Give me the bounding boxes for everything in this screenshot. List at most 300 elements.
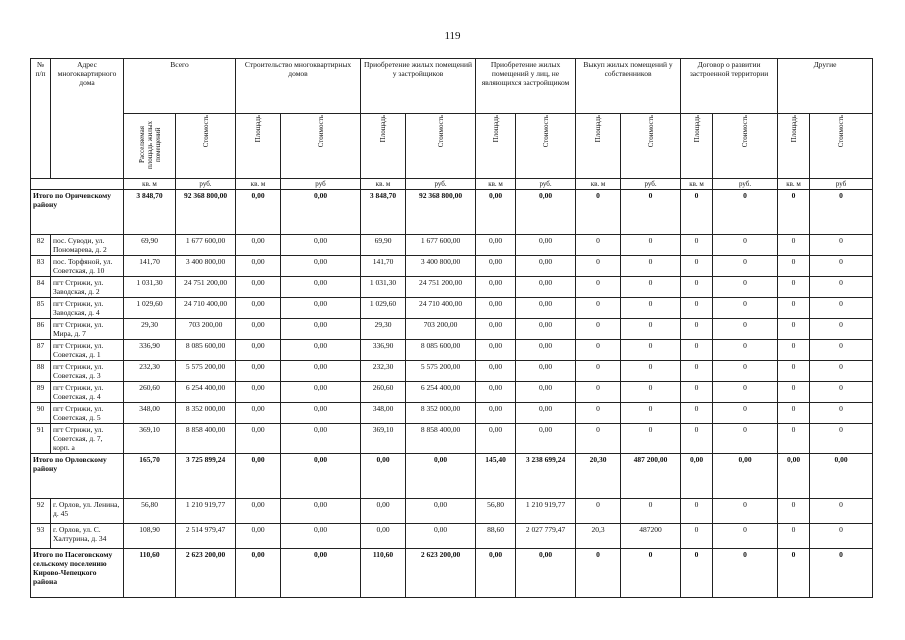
value-cell: 1 677 600,00 <box>176 235 236 256</box>
table-row <box>31 499 873 524</box>
value-cell: 0,00 <box>476 298 516 319</box>
subheader-label: Площадь <box>789 115 798 143</box>
unit-cell: руб. <box>621 179 681 190</box>
value-cell: 0 <box>681 298 713 319</box>
value-cell: 0,00 <box>236 256 281 277</box>
value-cell: 6 254 400,00 <box>406 382 476 403</box>
value-cell: 0,00 <box>281 403 361 424</box>
value-cell: 0,00 <box>476 549 516 598</box>
value-cell: 0 <box>621 277 681 298</box>
subheader-label: Стоимость <box>201 115 210 148</box>
value-cell: 0 <box>621 499 681 524</box>
value-cell: 145,40 <box>476 454 516 499</box>
value-cell: 0,00 <box>281 499 361 524</box>
value-cell: 0,00 <box>476 256 516 277</box>
page-number: 119 <box>444 30 461 42</box>
row-address: пгт Стрижи, ул. Советская, д. 3 <box>51 361 124 382</box>
value-cell: 20,30 <box>576 454 621 499</box>
subheader-cell <box>576 114 621 179</box>
value-cell: 0,00 <box>281 340 361 361</box>
table-row <box>31 277 873 298</box>
value-cell: 1 210 919,77 <box>516 499 576 524</box>
subheader-cell <box>406 114 476 179</box>
value-cell: 0 <box>810 298 873 319</box>
total-name: Итого по Пасеговскому сельскому поселению Кирово-Чепецкого района <box>31 549 124 598</box>
value-cell: 0 <box>681 549 713 598</box>
value-cell: 92 368 800,00 <box>406 190 476 235</box>
value-cell: 8 352 000,00 <box>176 403 236 424</box>
value-cell: 0 <box>621 298 681 319</box>
row-address: пгт Стрижи, ул. Советская, д. 4 <box>51 382 124 403</box>
subheader-cell <box>778 114 810 179</box>
value-cell: 0 <box>713 340 778 361</box>
resettlement-table <box>30 58 873 598</box>
unit-cell: руб <box>810 179 873 190</box>
value-cell: 0 <box>576 424 621 454</box>
value-cell: 3 238 699,24 <box>516 454 576 499</box>
value-cell: 0 <box>810 361 873 382</box>
value-cell: 0,00 <box>516 298 576 319</box>
row-number: 85 <box>31 298 51 319</box>
value-cell: 348,00 <box>124 403 176 424</box>
value-cell: 3 400 800,00 <box>176 256 236 277</box>
value-cell: 0,00 <box>476 319 516 340</box>
subheader-row <box>31 114 873 179</box>
value-cell: 0 <box>681 190 713 235</box>
unit-cell: кв. м <box>361 179 406 190</box>
value-cell: 0 <box>810 424 873 454</box>
value-cell: 0 <box>681 524 713 549</box>
subheader-cell <box>681 114 713 179</box>
unit-cell: руб. <box>406 179 476 190</box>
row-number: 82 <box>31 235 51 256</box>
value-cell: 56,80 <box>476 499 516 524</box>
value-cell: 1 031,30 <box>124 277 176 298</box>
value-cell: 0,00 <box>516 319 576 340</box>
unit-cell: кв. м <box>124 179 176 190</box>
value-cell: 0,00 <box>361 454 406 499</box>
row-number: 92 <box>31 499 51 524</box>
value-cell: 24 710 400,00 <box>176 298 236 319</box>
value-cell: 0 <box>621 235 681 256</box>
value-cell: 2 027 779,47 <box>516 524 576 549</box>
header-row <box>31 59 873 114</box>
value-cell: 0 <box>713 235 778 256</box>
table-row <box>31 524 873 549</box>
value-cell: 88,60 <box>476 524 516 549</box>
value-cell: 0,00 <box>476 190 516 235</box>
value-cell: 0 <box>621 190 681 235</box>
row-number: 83 <box>31 256 51 277</box>
value-cell: 0,00 <box>236 298 281 319</box>
value-cell: 24 751 200,00 <box>406 277 476 298</box>
value-cell: 0,00 <box>516 340 576 361</box>
value-cell: 8 352 000,00 <box>406 403 476 424</box>
subheader-cell <box>236 114 281 179</box>
value-cell: 703 200,00 <box>406 319 476 340</box>
value-cell: 0,00 <box>516 256 576 277</box>
row-number: 88 <box>31 361 51 382</box>
value-cell: 0 <box>576 499 621 524</box>
units-row <box>31 179 873 190</box>
table-row <box>31 319 873 340</box>
subheader-cell <box>810 114 873 179</box>
value-cell: 0,00 <box>236 190 281 235</box>
value-cell: 0,00 <box>516 190 576 235</box>
table-row <box>31 298 873 319</box>
table-row <box>31 382 873 403</box>
subheader-cell <box>476 114 516 179</box>
value-cell: 369,10 <box>124 424 176 454</box>
value-cell: 0 <box>778 549 810 598</box>
table-row <box>31 403 873 424</box>
value-cell: 0,00 <box>516 235 576 256</box>
value-cell: 110,60 <box>361 549 406 598</box>
value-cell: 0,00 <box>281 256 361 277</box>
value-cell: 0 <box>621 319 681 340</box>
value-cell: 141,70 <box>361 256 406 277</box>
value-cell: 24 710 400,00 <box>406 298 476 319</box>
value-cell: 0 <box>621 549 681 598</box>
value-cell: 0,00 <box>236 549 281 598</box>
value-cell: 0 <box>713 499 778 524</box>
value-cell: 0,00 <box>406 499 476 524</box>
header-group-buyout: Выкуп жилых помещений у собственников <box>576 59 681 114</box>
table-total-row <box>31 454 873 499</box>
value-cell: 0,00 <box>361 524 406 549</box>
table-row <box>31 235 873 256</box>
value-cell: 0 <box>778 424 810 454</box>
value-cell: 0,00 <box>516 403 576 424</box>
value-cell: 0 <box>576 340 621 361</box>
value-cell: 0,00 <box>361 499 406 524</box>
value-cell: 0 <box>576 403 621 424</box>
value-cell: 3 848,70 <box>361 190 406 235</box>
value-cell: 1 677 600,00 <box>406 235 476 256</box>
value-cell: 0 <box>778 524 810 549</box>
value-cell: 0 <box>576 190 621 235</box>
value-cell: 0,00 <box>476 382 516 403</box>
value-cell: 0 <box>713 524 778 549</box>
value-cell: 0,00 <box>281 235 361 256</box>
table-row <box>31 340 873 361</box>
subheader-cell <box>124 114 176 179</box>
value-cell: 0 <box>810 277 873 298</box>
value-cell: 0 <box>713 382 778 403</box>
value-cell: 0 <box>778 319 810 340</box>
value-cell: 69,90 <box>361 235 406 256</box>
value-cell: 260,60 <box>361 382 406 403</box>
value-cell: 0,00 <box>236 235 281 256</box>
subheader-label: Площадь <box>692 115 701 143</box>
value-cell: 0,00 <box>516 382 576 403</box>
unit-cell: руб. <box>713 179 778 190</box>
header-group-purchase-developers: Приобретение жилых помещений у застройщиков <box>361 59 476 114</box>
value-cell: 0,00 <box>516 277 576 298</box>
value-cell: 24 751 200,00 <box>176 277 236 298</box>
value-cell: 0,00 <box>281 298 361 319</box>
value-cell: 0 <box>778 382 810 403</box>
value-cell: 0 <box>713 277 778 298</box>
value-cell: 0,00 <box>281 277 361 298</box>
value-cell: 0 <box>681 277 713 298</box>
subheader-label: Стоимость <box>541 115 550 148</box>
value-cell: 0,00 <box>236 424 281 454</box>
value-cell: 0 <box>778 190 810 235</box>
value-cell: 0,00 <box>516 549 576 598</box>
value-cell: 0,00 <box>476 403 516 424</box>
value-cell: 0 <box>576 382 621 403</box>
value-cell: 2 623 200,00 <box>176 549 236 598</box>
value-cell: 0 <box>681 340 713 361</box>
value-cell: 0 <box>810 524 873 549</box>
value-cell: 110,60 <box>124 549 176 598</box>
value-cell: 0 <box>713 319 778 340</box>
subheader-label: Стоимость <box>436 115 445 148</box>
units-blank <box>31 179 124 190</box>
value-cell: 6 254 400,00 <box>176 382 236 403</box>
row-address: пос. Торфяной, ул. Советская, д. 10 <box>51 256 124 277</box>
header-group-other: Другие <box>778 59 873 114</box>
row-number: 86 <box>31 319 51 340</box>
subheader-label: Площадь <box>379 115 387 143</box>
value-cell: 0,00 <box>236 319 281 340</box>
value-cell: 0 <box>810 499 873 524</box>
row-address: г. Орлов, ул. С. Халтурина, д. 34 <box>51 524 124 549</box>
row-address: г. Орлов, ул. Ленина, д. 45 <box>51 499 124 524</box>
value-cell: 3 400 800,00 <box>406 256 476 277</box>
value-cell: 0 <box>681 361 713 382</box>
value-cell: 0 <box>713 361 778 382</box>
unit-cell: руб. <box>516 179 576 190</box>
value-cell: 0 <box>621 403 681 424</box>
value-cell: 0 <box>713 549 778 598</box>
value-cell: 336,90 <box>361 340 406 361</box>
value-cell: 3 725 899,24 <box>176 454 236 499</box>
value-cell: 0 <box>778 298 810 319</box>
row-address: пгт Стрижи, ул. Заводская, д. 4 <box>51 298 124 319</box>
table-total-row <box>31 549 873 598</box>
value-cell: 0,00 <box>476 277 516 298</box>
value-cell: 0 <box>713 403 778 424</box>
value-cell: 369,10 <box>361 424 406 454</box>
row-address: пгт Стрижи, ул. Заводская, д. 2 <box>51 277 124 298</box>
value-cell: 92 368 800,00 <box>176 190 236 235</box>
value-cell: 0 <box>810 340 873 361</box>
unit-cell: кв. м <box>681 179 713 190</box>
value-cell: 0 <box>810 235 873 256</box>
value-cell: 487 200,00 <box>621 454 681 499</box>
value-cell: 487200 <box>621 524 681 549</box>
value-cell: 0 <box>810 256 873 277</box>
unit-cell: кв. м <box>778 179 810 190</box>
value-cell: 0,00 <box>476 424 516 454</box>
unit-cell: кв. м <box>236 179 281 190</box>
subheader-cell <box>516 114 576 179</box>
row-number: 84 <box>31 277 51 298</box>
subheader-cell <box>176 114 236 179</box>
subheader-label: Стоимость <box>646 115 655 148</box>
value-cell: 0,00 <box>476 361 516 382</box>
unit-cell: кв. м <box>576 179 621 190</box>
value-cell: 0,00 <box>476 340 516 361</box>
value-cell: 0,00 <box>236 524 281 549</box>
value-cell: 29,30 <box>361 319 406 340</box>
value-cell: 0,00 <box>236 403 281 424</box>
value-cell: 0 <box>621 424 681 454</box>
value-cell: 0 <box>713 298 778 319</box>
value-cell: 0,00 <box>281 524 361 549</box>
value-cell: 0 <box>576 235 621 256</box>
row-address: пос. Суводи, ул. Пономарева, д. 2 <box>51 235 124 256</box>
value-cell: 0,00 <box>281 190 361 235</box>
table-row <box>31 361 873 382</box>
row-address: пгт Стрижи, ул. Советская, д. 7, корп. а <box>51 424 124 454</box>
value-cell: 0,00 <box>281 361 361 382</box>
unit-cell: руб. <box>176 179 236 190</box>
subheader-label: Стоимость <box>837 115 846 148</box>
value-cell: 8 858 400,00 <box>176 424 236 454</box>
value-cell: 0 <box>681 499 713 524</box>
unit-cell: руб <box>281 179 361 190</box>
value-cell: 0,00 <box>810 454 873 499</box>
value-cell: 0 <box>681 424 713 454</box>
row-address: пгт Стрижи, ул. Советская, д. 1 <box>51 340 124 361</box>
header-group-total: Всего <box>124 59 236 114</box>
value-cell: 8 085 600,00 <box>176 340 236 361</box>
value-cell: 5 575 200,00 <box>176 361 236 382</box>
total-name: Итого по Орловскому району <box>31 454 124 499</box>
value-cell: 0 <box>713 190 778 235</box>
row-number: 91 <box>31 424 51 454</box>
subheader-label: Стоимость <box>741 115 750 148</box>
table-row <box>31 256 873 277</box>
header-group-construction: Строительство многоквартирных домов <box>236 59 361 114</box>
value-cell: 0 <box>576 277 621 298</box>
value-cell: 0 <box>810 403 873 424</box>
value-cell: 0 <box>810 549 873 598</box>
value-cell: 20,3 <box>576 524 621 549</box>
value-cell: 0,00 <box>236 277 281 298</box>
value-cell: 56,80 <box>124 499 176 524</box>
value-cell: 0 <box>576 319 621 340</box>
row-number: 89 <box>31 382 51 403</box>
value-cell: 0,00 <box>516 424 576 454</box>
value-cell: 0 <box>713 424 778 454</box>
value-cell: 2 514 979,47 <box>176 524 236 549</box>
value-cell: 0 <box>681 319 713 340</box>
value-cell: 69,90 <box>124 235 176 256</box>
subheader-label: Стоимость <box>316 115 325 148</box>
table-total-row <box>31 190 873 235</box>
row-number: 93 <box>31 524 51 549</box>
value-cell: 2 623 200,00 <box>406 549 476 598</box>
value-cell: 165,70 <box>124 454 176 499</box>
row-address: пгт Стрижи, ул. Советская, д. 5 <box>51 403 124 424</box>
value-cell: 0 <box>681 256 713 277</box>
value-cell: 0 <box>576 298 621 319</box>
value-cell: 0,00 <box>281 382 361 403</box>
value-cell: 29,30 <box>124 319 176 340</box>
header-num: № п/п <box>31 59 51 179</box>
value-cell: 0,00 <box>236 382 281 403</box>
subheader-label: Площадь <box>594 115 603 143</box>
value-cell: 0,00 <box>281 454 361 499</box>
value-cell: 0,00 <box>681 454 713 499</box>
value-cell: 703 200,00 <box>176 319 236 340</box>
value-cell: 0 <box>576 256 621 277</box>
value-cell: 0,00 <box>236 361 281 382</box>
value-cell: 0,00 <box>236 454 281 499</box>
value-cell: 336,90 <box>124 340 176 361</box>
value-cell: 0 <box>621 361 681 382</box>
table-body <box>31 59 873 598</box>
value-cell: 1 031,30 <box>361 277 406 298</box>
value-cell: 0,00 <box>236 499 281 524</box>
value-cell: 0 <box>681 403 713 424</box>
value-cell: 5 575 200,00 <box>406 361 476 382</box>
value-cell: 0,00 <box>236 340 281 361</box>
value-cell: 0,00 <box>713 454 778 499</box>
subheader-cell <box>361 114 406 179</box>
row-number: 87 <box>31 340 51 361</box>
table-row <box>31 424 873 454</box>
value-cell: 108,90 <box>124 524 176 549</box>
value-cell: 260,60 <box>124 382 176 403</box>
value-cell: 0 <box>778 403 810 424</box>
value-cell: 0,00 <box>406 454 476 499</box>
value-cell: 0,00 <box>406 524 476 549</box>
value-cell: 0,00 <box>516 361 576 382</box>
value-cell: 0 <box>576 361 621 382</box>
value-cell: 0 <box>621 340 681 361</box>
value-cell: 0 <box>621 382 681 403</box>
subheader-label: Расселяемая площадь жилых помещений <box>137 120 162 170</box>
header-group-purchase-others: Приобретение жилых помещений у лиц, не являющихся застройщиком <box>476 59 576 114</box>
subheader-cell <box>281 114 361 179</box>
unit-cell: кв. м <box>476 179 516 190</box>
value-cell: 0,00 <box>281 549 361 598</box>
value-cell: 0 <box>778 277 810 298</box>
value-cell: 0 <box>576 549 621 598</box>
value-cell: 0 <box>778 499 810 524</box>
value-cell: 1 029,60 <box>124 298 176 319</box>
value-cell: 0 <box>810 319 873 340</box>
value-cell: 8 085 600,00 <box>406 340 476 361</box>
value-cell: 0 <box>713 256 778 277</box>
value-cell: 0,00 <box>281 319 361 340</box>
row-number: 90 <box>31 403 51 424</box>
value-cell: 0 <box>681 235 713 256</box>
subheader-label: Площадь <box>491 115 500 143</box>
value-cell: 0 <box>778 340 810 361</box>
subheader-label: Площадь <box>254 115 262 143</box>
header-group-development-agreement: Договор о развитии застроенной территории <box>681 59 778 114</box>
value-cell: 0 <box>810 190 873 235</box>
row-address: пгт Стрижи, ул. Мира, д. 7 <box>51 319 124 340</box>
value-cell: 0,00 <box>281 424 361 454</box>
value-cell: 0 <box>778 256 810 277</box>
header-address: Адрес многоквартирного дома <box>51 59 124 179</box>
value-cell: 348,00 <box>361 403 406 424</box>
value-cell: 0 <box>621 256 681 277</box>
subheader-cell <box>621 114 681 179</box>
value-cell: 0 <box>810 382 873 403</box>
value-cell: 3 848,70 <box>124 190 176 235</box>
value-cell: 0 <box>778 235 810 256</box>
total-name: Итого по Оричевскому району <box>31 190 124 235</box>
value-cell: 141,70 <box>124 256 176 277</box>
